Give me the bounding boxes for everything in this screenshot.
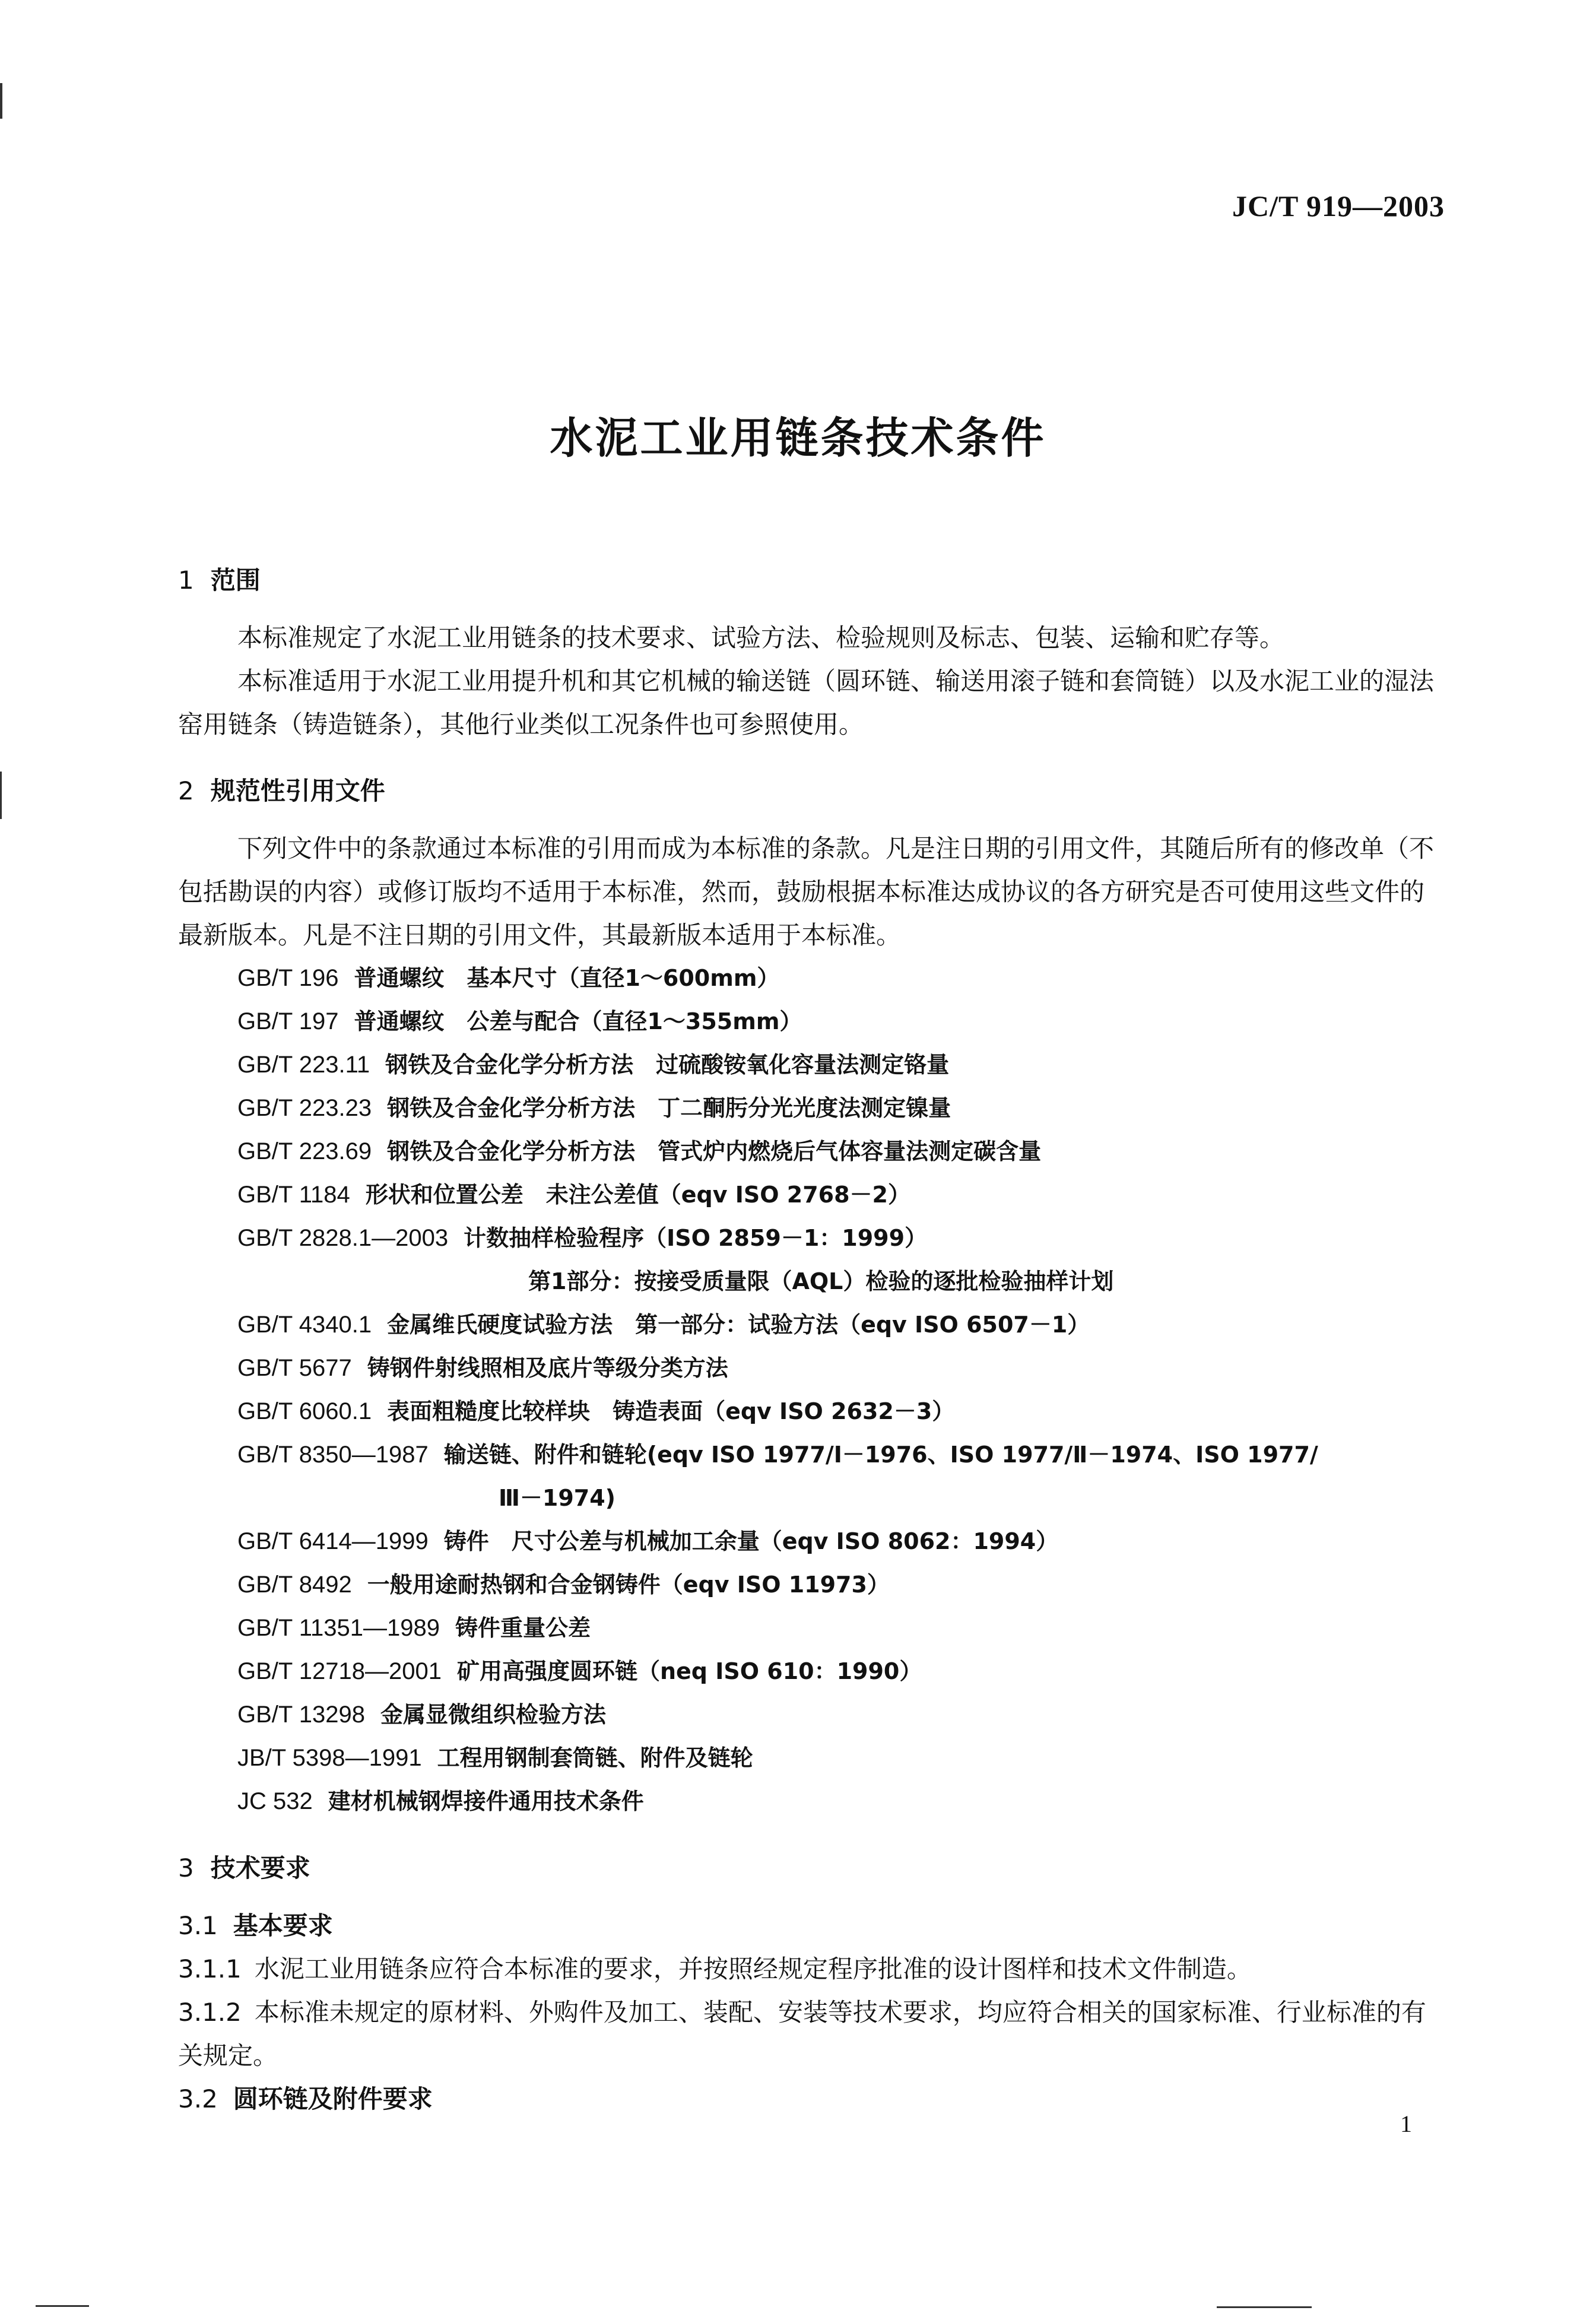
reference-name: 钢铁及合金化学分析方法 管式炉内燃烧后气体容量法测定碳含量	[387, 1138, 1042, 1164]
scan-edge-mark	[1217, 2306, 1312, 2308]
reference-name: 一般用途耐热钢和合金钢铸件（eqv ISO 11973）	[367, 1572, 890, 1598]
reference-item	[178, 1650, 1448, 1693]
reference-code: GB/T 12718—2001	[237, 1658, 442, 1684]
section-1-heading	[178, 563, 1448, 598]
reference-name: 矿用高强度圆环链（neq ISO 610：1990）	[456, 1658, 922, 1684]
subsection-title: 基本要求	[233, 1911, 333, 1940]
reference-item	[178, 1693, 1448, 1737]
reference-code: GB/T 6414—1999	[237, 1528, 429, 1554]
clause-number: 3.1.1	[178, 1954, 242, 1983]
section-title: 技术要求	[210, 1853, 310, 1883]
reference-code: GB/T 13298	[237, 1702, 365, 1728]
scan-edge-mark	[36, 2305, 89, 2307]
standard-code: JC/T 919—2003	[1232, 189, 1445, 223]
section-2-heading	[178, 773, 1448, 809]
clause-number: 3.1.2	[178, 1998, 242, 2027]
reference-code: GB/T 5677	[237, 1355, 352, 1381]
reference-name: 钢铁及合金化学分析方法 丁二酮肟分光光度法测定镍量	[387, 1095, 951, 1121]
page-number: 1	[1400, 2110, 1412, 2137]
reference-item	[178, 1217, 1448, 1260]
reference-code: GB/T 2828.1—2003	[237, 1225, 449, 1251]
reference-item	[178, 1087, 1448, 1130]
reference-code: GB/T 8350—1987	[237, 1442, 429, 1468]
reference-item	[178, 1607, 1448, 1650]
subsection-3-1-heading	[178, 1904, 1448, 1947]
reference-name: 铸件重量公差	[455, 1615, 591, 1641]
reference-item	[178, 1563, 1448, 1607]
section-title: 范围	[210, 566, 261, 595]
subsection-number: 3.2	[178, 2084, 218, 2113]
reference-code: GB/T 1184	[237, 1182, 350, 1208]
reference-item	[178, 1433, 1448, 1477]
reference-name: 形状和位置公差 未注公差值（eqv ISO 2768－2）	[365, 1182, 910, 1208]
reference-name: 普通螺纹 基本尺寸（直径1～600mm）	[354, 965, 780, 991]
reference-code: JC 532	[237, 1788, 313, 1814]
clause-3-1-2	[178, 1991, 1448, 2077]
clause-3-1-1	[178, 1947, 1448, 1991]
reference-name: 铸钢件射线照相及底片等级分类方法	[367, 1355, 728, 1381]
reference-code: GB/T 197	[237, 1008, 339, 1034]
reference-code: GB/T 11351—1989	[237, 1615, 440, 1641]
reference-name: 铸件 尺寸公差与机械加工余量（eqv ISO 8062：1994）	[443, 1528, 1059, 1554]
reference-name: 建材机械钢焊接件通用技术条件	[328, 1788, 644, 1814]
paragraph: 下列文件中的条款通过本标准的引用而成为本标准的条款。凡是注日期的引用文件，其随后所有的修改单（不包括勘误的内容）或修订版均不适用于本标准，然而，鼓励根据本标准达成协议的各方研究是否可使用这些文件的最新版本。凡是不注日期的引用文件，其最新版本适用于本标准。	[178, 834, 1435, 950]
clause-text: 本标准未规定的原材料、外购件及加工、装配、安装等技术要求，均应符合相关的国家标准、行业标准的有关规定。	[178, 1998, 1426, 2070]
reference-continuation: 第1部分：按接受质量限（AQL）检验的逐批检验抽样计划	[528, 1268, 1114, 1294]
paragraph: 本标准规定了水泥工业用链条的技术要求、试验方法、检验规则及标志、包装、运输和贮存等。	[237, 623, 1285, 652]
scan-edge-mark	[0, 772, 2, 819]
reference-item	[178, 1347, 1448, 1390]
reference-code: JB/T 5398—1991	[237, 1745, 422, 1771]
reference-item	[178, 1780, 1448, 1823]
reference-name: 钢铁及合金化学分析方法 过硫酸铵氧化容量法测定铬量	[385, 1052, 950, 1078]
reference-name: 表面粗糙度比较样块 铸造表面（eqv ISO 2632－3）	[387, 1398, 955, 1424]
reference-item	[178, 1043, 1448, 1087]
reference-item	[178, 1390, 1448, 1433]
reference-name: 金属维氏硬度试验方法 第一部分：试验方法（eqv ISO 6507－1）	[387, 1312, 1090, 1338]
reference-item	[178, 1520, 1448, 1563]
section-3-heading	[178, 1851, 1448, 1886]
reference-name: 工程用钢制套筒链、附件及链轮	[437, 1745, 753, 1771]
section-title: 规范性引用文件	[210, 776, 385, 805]
reference-item	[178, 1303, 1448, 1347]
reference-code: GB/T 223.11	[237, 1052, 370, 1078]
reference-item	[178, 1000, 1448, 1043]
reference-code: GB/T 223.69	[237, 1138, 372, 1164]
reference-item	[178, 957, 1448, 1000]
reference-code: GB/T 8492	[237, 1572, 352, 1598]
reference-name: 计数抽样检验程序（ISO 2859－1：1999）	[464, 1225, 928, 1251]
section-number: 1	[178, 566, 194, 595]
reference-continuation: Ⅲ－1974)	[499, 1485, 616, 1511]
reference-code: GB/T 6060.1	[237, 1398, 372, 1424]
reference-code: GB/T 4340.1	[237, 1312, 372, 1338]
reference-name: 普通螺纹 公差与配合（直径1～355mm）	[354, 1008, 802, 1034]
reference-item	[178, 1737, 1448, 1780]
paragraph: 本标准适用于水泥工业用提升机和其它机械的输送链（圆环链、输送用滚子链和套筒链）以及水泥工业的湿法窑用链条（铸造链条），其他行业类似工况条件也可参照使用。	[178, 666, 1435, 739]
section-number: 2	[178, 776, 194, 805]
document-title: 水泥工业用链条技术条件	[550, 413, 1046, 463]
reference-name: 输送链、附件和链轮(eqv ISO 1977/Ⅰ－1976、ISO 1977/Ⅱ－1974、ISO 1977/	[443, 1442, 1318, 1468]
document-body	[178, 563, 1448, 2121]
subsection-3-2-heading	[178, 2077, 1448, 2121]
reference-code: GB/T 223.23	[237, 1095, 372, 1121]
subsection-title: 圆环链及附件要求	[233, 2084, 433, 2113]
subsection-number: 3.1	[178, 1911, 218, 1940]
reference-code: GB/T 196	[237, 965, 339, 991]
scan-edge-mark	[0, 83, 2, 119]
reference-item	[178, 1173, 1448, 1217]
reference-name: 金属显微组织检验方法	[380, 1702, 606, 1728]
clause-text: 水泥工业用链条应符合本标准的要求，并按照经规定程序批准的设计图样和技术文件制造。	[254, 1954, 1252, 1983]
reference-item	[178, 1130, 1448, 1173]
section-number: 3	[178, 1853, 194, 1883]
